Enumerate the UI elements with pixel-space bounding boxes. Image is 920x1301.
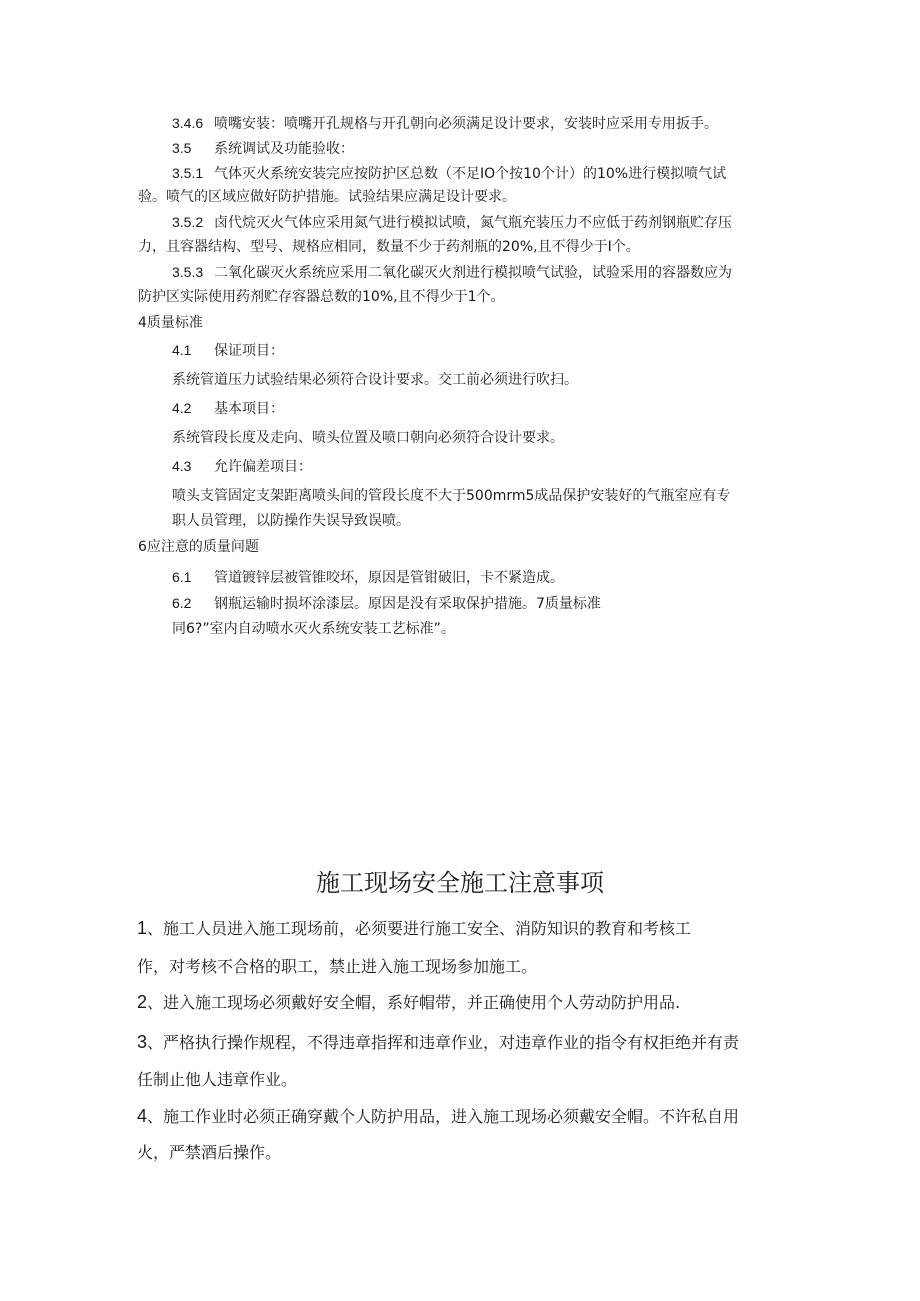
clause-text: 喷嘴安装：喷嘴开孔规格与开孔朝向必须满足设计要求，安装时应采用专用扳手。 (214, 116, 718, 132)
heading-quality-issues: 6应注意的质量问题 (138, 539, 259, 555)
item-text: 、进入施工现场必须戴好安全帽，系好帽带，并正确使用个人劳动防护用品. (147, 993, 681, 1012)
clause-text: 保证项目： (214, 343, 284, 359)
clause-number: 3.5.3 (172, 264, 204, 280)
clause-number: 6.1 (172, 569, 192, 585)
safety-title: 施工现场安全施工注意事项 (316, 869, 604, 897)
clause-text: 二氧化碳灭火系统应采用二氧化碳灭火剂进行模拟喷气试验，试验采用的容器数应为 (214, 265, 732, 281)
clause-3-5-2-continued: 力，且容器结构、型号、规格应相同，数量不少于药剂瓶的20%,且不得少于I个。 (138, 239, 640, 255)
clause-6-2-continued: 同6?”室内自动喷水灭火系统安装工艺标准”。 (172, 621, 455, 637)
item-number: 4 (137, 1106, 148, 1126)
clause-3-5-3-continued: 防护区实际使用药剂贮存容器总数的10%,且不得少于1个。 (138, 289, 505, 305)
clause-4-3-body-line1: 喷头支管固定支架距离喷头间的管段长度不大于500mrm5成品保护安装好的气瓶室应有专 (172, 488, 731, 504)
item-text: 、施工人员进入施工现场前，必须要进行施工安全、消防知识的教育和考核工 (147, 919, 692, 938)
safety-item-1-continued: 作，对考核不合格的职工，禁止进入施工现场参加施工。 (137, 957, 538, 976)
item-number: 1 (137, 918, 148, 938)
clause-number: 4.2 (172, 400, 192, 416)
clause-text: 钢瓶运输时损坏涂漆层。原因是没有采取保护措施。7质量标准 (214, 596, 601, 612)
clause-text: 气体灭火系统安装完应按防护区总数（不足IO个按10个计）的10%进行模拟喷气试 (214, 166, 727, 182)
clause-3-5-3 (172, 262, 732, 283)
clause-number: 3.5.1 (172, 165, 204, 181)
item-number: 2 (137, 992, 148, 1012)
clause-number: 3.4.6 (172, 115, 204, 131)
clause-text: 基本项目： (214, 401, 284, 417)
safety-item-4-continued: 火，严禁酒后操作。 (137, 1143, 282, 1162)
clause-text: 系统调试及功能验收： (214, 141, 354, 157)
clause-4-1 (172, 340, 284, 361)
clause-number: 3.5.2 (172, 214, 204, 230)
clause-3-5-1 (172, 163, 726, 184)
clause-number: 6.2 (172, 595, 192, 611)
heading-quality-standard: 4质量标准 (138, 315, 203, 331)
clause-number: 4.1 (172, 342, 192, 358)
clause-4-3 (172, 456, 312, 477)
clause-number: 4.3 (172, 458, 192, 474)
safety-item-3-continued: 任制止他人违章作业。 (137, 1070, 298, 1089)
clause-6-2 (172, 593, 601, 614)
clause-text: 卤代烷灭火气体应采用氮气进行模拟试喷，氮气瓶充装压力不应低于药剂钢瓶贮存压 (214, 215, 732, 231)
clause-text: 管道镀锌层被管锥咬坏，原因是管钳破旧，卡不紧造成。 (214, 570, 564, 586)
clause-3-5-1-continued: 验。喷气的区域应做好防护措施。试验结果应满足设计要求。 (138, 189, 516, 205)
safety-item-4 (137, 1104, 739, 1129)
clause-4-3-body-line2: 职人员管理，以防操作失误导致误喷。 (172, 513, 410, 529)
clause-3-4-6 (172, 113, 718, 134)
safety-item-2 (137, 990, 680, 1015)
clause-4-2-body: 系统管段长度及走向、喷头位置及喷口朝向必须符合设计要求。 (172, 430, 564, 446)
safety-item-1 (137, 916, 691, 941)
safety-item-3 (137, 1030, 739, 1055)
clause-text: 允许偏差项目： (214, 459, 312, 475)
clause-3-5 (172, 138, 354, 159)
clause-4-1-body: 系统管道压力试验结果必须符合设计要求。交工前必须进行吹扫。 (172, 372, 578, 388)
clause-3-5-2 (172, 212, 732, 233)
item-text: 、严格执行操作规程，不得违章指挥和违章作业，对违章作业的指令有权拒绝并有责 (147, 1033, 740, 1052)
clause-6-1 (172, 567, 564, 588)
clause-number: 3.5 (172, 140, 192, 156)
clause-4-2 (172, 398, 284, 419)
item-number: 3 (137, 1032, 148, 1052)
item-text: 、施工作业时必须正确穿戴个人防护用品，进入施工现场必须戴安全帽。不许私自用 (147, 1107, 740, 1126)
